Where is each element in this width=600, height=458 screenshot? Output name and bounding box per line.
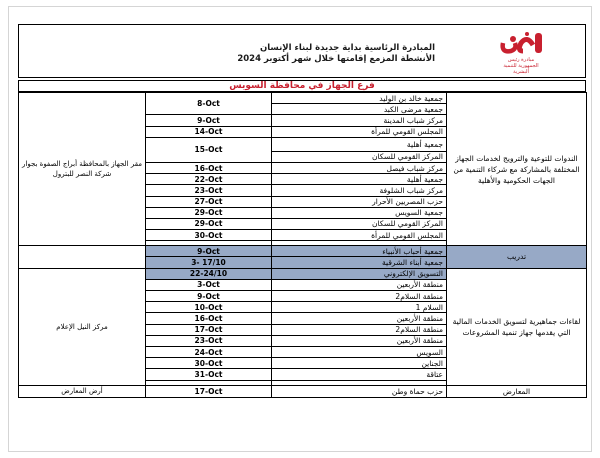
partner-cell: المجلس القومي للمرأة	[272, 126, 447, 137]
date-cell: 15-Oct	[146, 137, 272, 162]
date-cell: 29-Oct	[146, 218, 272, 229]
date-cell: 17-Oct	[146, 324, 272, 335]
date-cell: 29-Oct	[146, 207, 272, 218]
logo-mark-icon	[497, 31, 545, 57]
date-cell: 17-Oct	[146, 385, 272, 397]
partner-cell: الجناين	[272, 358, 447, 369]
activity-cell: لقاءات جماهيرية لتسويق الخدمات المالية التي يقدمها جهاز تنمية المشروعات	[447, 268, 587, 385]
date-cell: 3- 17/10	[146, 257, 272, 268]
activity-cell: الندوات للتوعية والترويج لخدمات الجهاز المختلفة بالمشاركة مع شركاء التنمية من الجهات الحكومية والأهلية	[447, 93, 587, 246]
partner-cell: جمعية أبناء الشرقية	[272, 257, 447, 268]
initiative-title: المبادرة الرئاسية بداية جديدة لبناء الإنسان	[259, 43, 435, 53]
activity-cell: المعارض	[447, 385, 587, 397]
partner-cell: جمعية السويس	[272, 207, 447, 218]
partner-cell: منطقة السلام2	[272, 324, 447, 335]
partner-cell: جمعية أهلية	[272, 174, 447, 185]
partner-cell: مركز شباب فيصل	[272, 162, 447, 173]
partner-cell: منطقة السلام2	[272, 291, 447, 302]
date-cell: 24-Oct	[146, 346, 272, 357]
location-cell: مقر الجهاز بالمحافظة أبراج الصفوة بجوار شركة النصر للبترول	[19, 93, 146, 246]
partner-cell: مركز شباب الشلوفة	[272, 185, 447, 196]
partner-cell: المركز القومي للسكان	[272, 218, 447, 229]
date-cell: 9-Oct	[146, 291, 272, 302]
table-row	[19, 268, 587, 279]
date-cell: 30-Oct	[146, 358, 272, 369]
partner-cell: مركز شباب المدينة	[272, 115, 447, 126]
partner-cell: حزب المصريين الأحرار	[272, 196, 447, 207]
partner-cell: السويس	[272, 346, 447, 357]
branch-title: فرع الجهاز في محافظة السويس	[18, 80, 586, 92]
initiative-logo	[497, 31, 575, 75]
location-cell: أرض المعارض	[19, 385, 146, 397]
logo-caption: مبادرة رئيس الجمهورية للتنمية البشرية	[503, 57, 539, 75]
partner-cell: جمعية خالد بن الوليد	[272, 93, 447, 104]
partner-cell: التسويق الإلكتروني	[272, 268, 447, 279]
date-cell: 22-24/10	[146, 268, 272, 279]
date-cell: 16-Oct	[146, 313, 272, 324]
date-cell: 14-Oct	[146, 126, 272, 137]
date-cell: 30-Oct	[146, 230, 272, 241]
activities-subtitle: الأنشطة المزمع إقامتها خلال شهر أكتوبر 2024	[237, 54, 435, 64]
partner-cell: جمعية مرضى الكبد	[272, 104, 447, 115]
document-header	[18, 24, 586, 78]
table-row	[19, 93, 587, 104]
date-cell: 23-Oct	[146, 335, 272, 346]
date-cell: 3-Oct	[146, 279, 272, 290]
partner-cell: المجلس القومي للمرأة	[272, 230, 447, 241]
date-cell: 8-Oct	[146, 93, 272, 115]
partner-cell: عتاقة	[272, 369, 447, 380]
partner-cell: المركز القومي للسكان	[272, 151, 447, 162]
table-row	[19, 246, 587, 257]
date-cell: 10-Oct	[146, 302, 272, 313]
activity-cell: تدريب	[447, 246, 587, 268]
partner-cell: جمعية أهلية	[272, 137, 447, 151]
date-cell: 9-Oct	[146, 246, 272, 257]
date-cell: 27-Oct	[146, 196, 272, 207]
date-cell: 23-Oct	[146, 185, 272, 196]
partner-cell: منطقة الأربعين	[272, 335, 447, 346]
partner-cell: منطقة الأربعين	[272, 313, 447, 324]
date-cell: 31-Oct	[146, 369, 272, 380]
partner-cell: جمعية أحباب الأنبياء	[272, 246, 447, 257]
date-cell: 16-Oct	[146, 162, 272, 173]
partner-cell: السلام 1	[272, 302, 447, 313]
location-cell	[19, 246, 146, 268]
partner-cell: منطقة الأربعين	[272, 279, 447, 290]
header-text	[195, 43, 435, 65]
partner-cell: حزب حماة وطن	[272, 385, 447, 397]
date-cell: 9-Oct	[146, 115, 272, 126]
date-cell: 22-Oct	[146, 174, 272, 185]
table-row	[19, 385, 587, 397]
activities-table	[18, 92, 587, 398]
location-cell: مركز النيل الإعلام	[19, 268, 146, 385]
